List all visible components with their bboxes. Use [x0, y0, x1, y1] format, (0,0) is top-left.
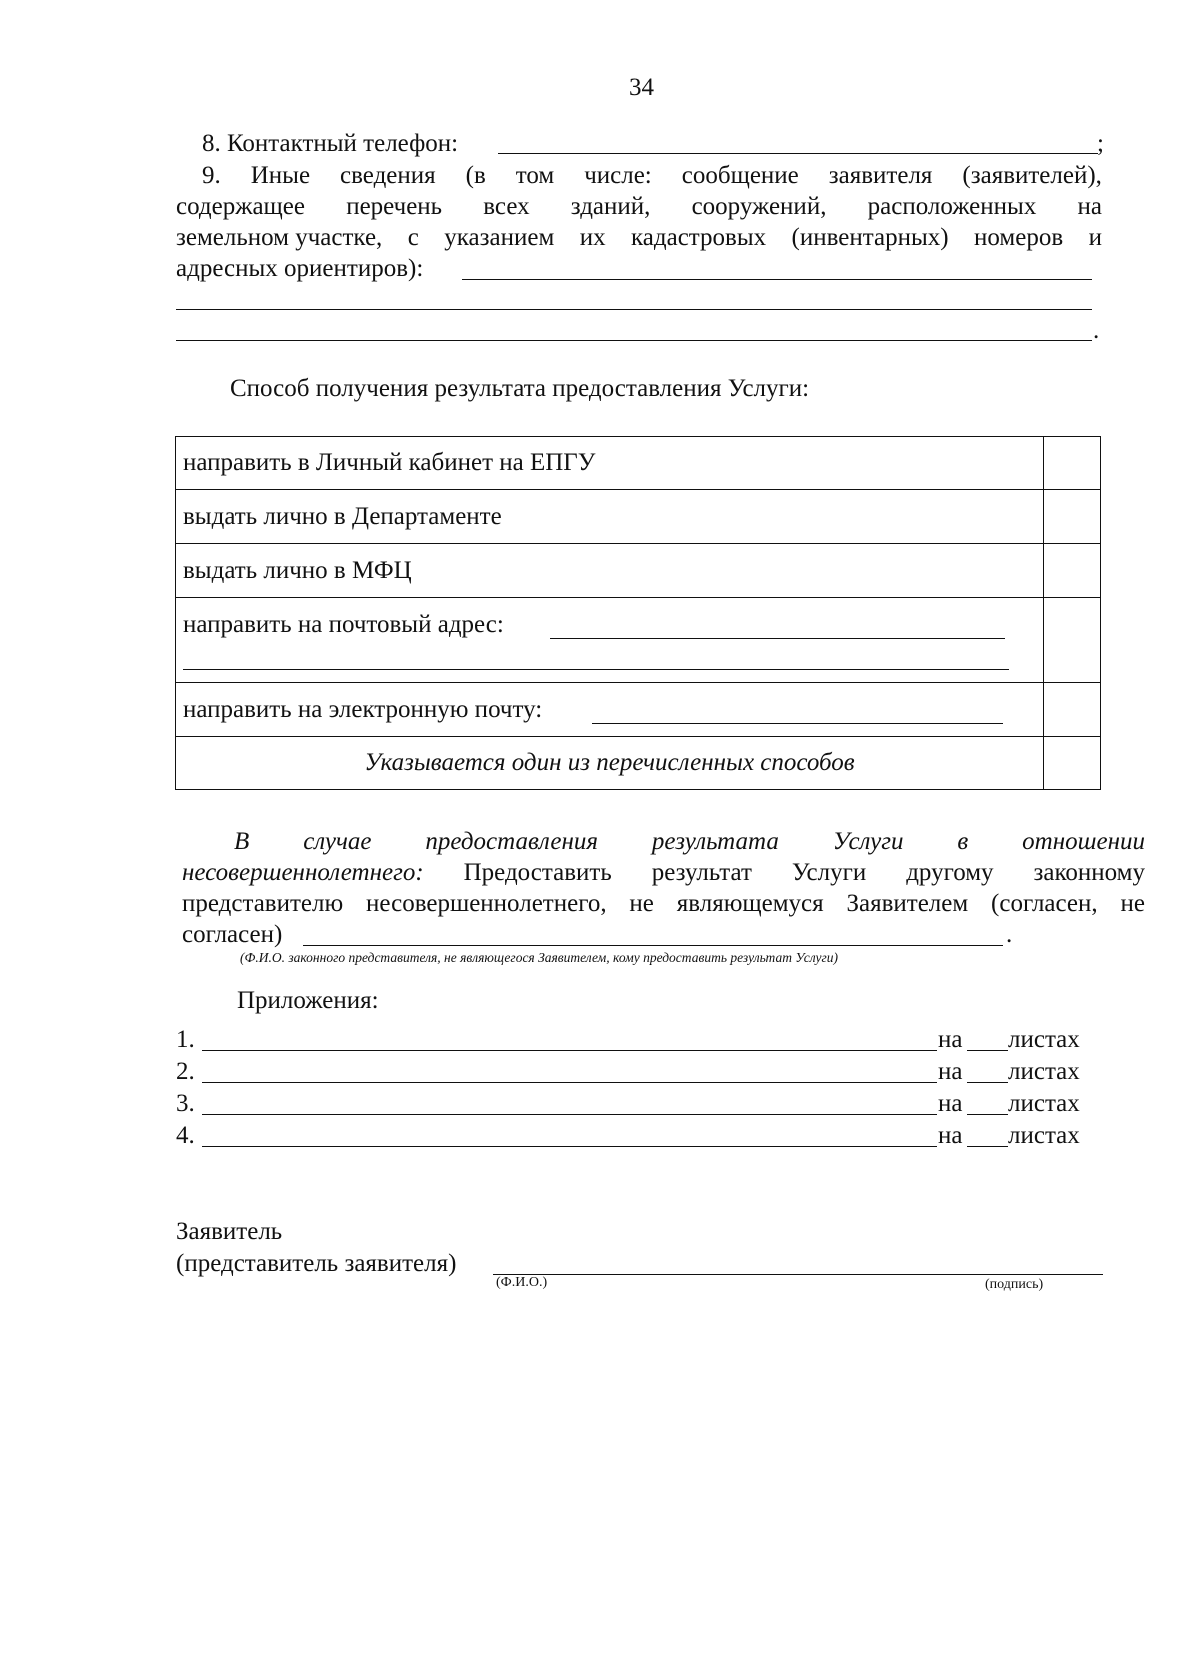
- attachment-sheets: листах: [1008, 1122, 1080, 1149]
- minor-text: [182, 826, 1145, 919]
- item9-w: Иные: [250, 162, 311, 189]
- attachment-name-line[interactable]: [202, 1114, 937, 1115]
- method-label: направить на электронную почту:: [183, 695, 543, 723]
- item9-w: на: [1077, 193, 1102, 220]
- method-row: [176, 544, 1101, 598]
- item9-fill-line-3[interactable]: [176, 340, 1092, 341]
- minor-w: в: [957, 828, 969, 855]
- item9-w: зданий,: [570, 193, 651, 220]
- signature-applicant: Заявитель: [176, 1218, 283, 1245]
- item9-w: 9.: [202, 162, 221, 189]
- item9-w: (инвентарных): [791, 224, 949, 251]
- method-note-row: [176, 737, 1101, 790]
- method-label: направить на почтовый адрес:: [183, 611, 504, 638]
- item9-w: перечень: [346, 193, 443, 220]
- signature-representative: (представитель заявителя): [176, 1250, 457, 1277]
- item9-w: кадастровых: [631, 224, 767, 251]
- minor-w: не: [1120, 890, 1145, 917]
- method-note-box: [1044, 737, 1101, 790]
- minor-w: предоставления: [425, 828, 598, 855]
- method-checkbox[interactable]: [1044, 544, 1101, 598]
- method-postal-cell: [176, 598, 1044, 683]
- method-row: [176, 437, 1101, 490]
- method-row: [176, 598, 1101, 683]
- minor-w: Предоставить: [463, 859, 612, 886]
- method-checkbox[interactable]: [1044, 490, 1101, 544]
- minor-w: (согласен,: [991, 890, 1098, 917]
- item9-w: содержащее: [176, 193, 306, 220]
- attachment-on: на: [938, 1026, 963, 1053]
- signature-line[interactable]: [493, 1274, 1103, 1275]
- attachment-on: на: [938, 1090, 963, 1117]
- minor-w: не: [629, 890, 654, 917]
- attachment-name-line[interactable]: [202, 1146, 937, 1147]
- signature-fio-caption: (Ф.И.О.): [496, 1275, 548, 1290]
- method-label: направить в Личный кабинет на ЕПГУ: [176, 437, 1044, 490]
- attachment-sheets-line[interactable]: [967, 1082, 1008, 1083]
- item9-w: (заявителей),: [962, 162, 1102, 189]
- signature-sign-caption: (подпись): [985, 1277, 1044, 1292]
- minor-w: несовершеннолетнего,: [366, 890, 607, 917]
- item9-w: сооружений,: [691, 193, 827, 220]
- minor-w: законному: [1033, 859, 1145, 886]
- attachment-name-line[interactable]: [202, 1050, 937, 1051]
- item9-line-2: [176, 191, 1102, 222]
- item9-w: с: [407, 224, 419, 251]
- minor-w: случае: [303, 828, 372, 855]
- minor-w: результата: [651, 828, 779, 855]
- item9-w: сведения: [340, 162, 436, 189]
- attachment-on: на: [938, 1122, 963, 1149]
- item9-period: .: [1093, 317, 1100, 344]
- postal-address-line-2[interactable]: [183, 669, 1009, 670]
- item9-fill-line-2[interactable]: [176, 309, 1092, 310]
- item8-semicolon: ;: [1097, 130, 1104, 157]
- minor-w: результат: [651, 859, 752, 886]
- item9-w: числе:: [584, 162, 652, 189]
- page-number: 34: [629, 74, 654, 101]
- attachment-number: 2.: [176, 1058, 195, 1085]
- attachment-sheets: листах: [1008, 1026, 1080, 1053]
- item9-last-line: адресных ориентиров):: [176, 255, 424, 282]
- item8-phone-line[interactable]: [498, 153, 1098, 154]
- item9-w: указанием: [444, 224, 555, 251]
- postal-address-line-1[interactable]: [550, 638, 1005, 639]
- minor-period: .: [1006, 921, 1013, 948]
- minor-w: В: [234, 828, 250, 855]
- item9-w: сообщение: [681, 162, 799, 189]
- minor-w: Услуги: [791, 859, 867, 886]
- attachment-sheets: листах: [1008, 1058, 1080, 1085]
- item9-w: их: [579, 224, 606, 251]
- method-checkbox[interactable]: [1044, 598, 1101, 683]
- method-label: выдать лично в Департаменте: [176, 490, 1044, 544]
- item9-w: (в: [465, 162, 486, 189]
- method-heading: Способ получения результата предоставления Услуги:: [230, 375, 810, 402]
- item9-w: том: [515, 162, 555, 189]
- item9-w: земельном участке,: [176, 224, 383, 251]
- method-row: [176, 490, 1101, 544]
- item9-w: расположенных: [867, 193, 1037, 220]
- minor-line-2: [182, 857, 1145, 888]
- attachment-sheets-line[interactable]: [967, 1146, 1008, 1147]
- attachment-number: 4.: [176, 1122, 195, 1149]
- attachment-on: на: [938, 1058, 963, 1085]
- item9-w: заявителя: [828, 162, 933, 189]
- representative-name-line[interactable]: [303, 945, 1003, 946]
- attachment-name-line[interactable]: [202, 1082, 937, 1083]
- representative-caption: (Ф.И.О. законного представителя, не являющегося Заявителем, кому предоставить результат Услуги): [240, 950, 839, 965]
- method-email-cell: [176, 683, 1044, 737]
- item9-text: [176, 160, 1102, 253]
- item9-w: всех: [483, 193, 530, 220]
- minor-line-1: [182, 826, 1145, 857]
- minor-line-3: [182, 888, 1145, 919]
- minor-w: Заявителем: [846, 890, 969, 917]
- attachment-sheets: листах: [1008, 1090, 1080, 1117]
- methods-table: [175, 436, 1101, 790]
- attachment-sheets-line[interactable]: [967, 1114, 1008, 1115]
- method-row: [176, 683, 1101, 737]
- method-checkbox[interactable]: [1044, 683, 1101, 737]
- minor-line-4: согласен): [182, 921, 283, 948]
- minor-w: другому: [906, 859, 994, 886]
- method-checkbox[interactable]: [1044, 437, 1101, 490]
- attachments-heading: Приложения:: [237, 987, 379, 1014]
- minor-w: Услуги: [832, 828, 904, 855]
- method-label: выдать лично в МФЦ: [176, 544, 1044, 598]
- attachment-sheets-line[interactable]: [967, 1050, 1008, 1051]
- item9-line-1: [176, 160, 1102, 191]
- item9-line-3: [176, 222, 1102, 253]
- item9-w: номеров: [974, 224, 1064, 251]
- minor-w: являющемуся: [676, 890, 824, 917]
- minor-w: несовершеннолетнего:: [182, 859, 424, 886]
- attachment-number: 3.: [176, 1090, 195, 1117]
- minor-w: отношении: [1022, 828, 1145, 855]
- minor-w: представителю: [182, 890, 344, 917]
- item8-label: 8. Контактный телефон:: [202, 130, 459, 157]
- method-note: Указывается один из перечисленных способов: [176, 737, 1044, 790]
- item9-w: и: [1088, 224, 1102, 251]
- email-line[interactable]: [592, 723, 1003, 724]
- item9-fill-line-1[interactable]: [462, 279, 1092, 280]
- attachment-number: 1.: [176, 1026, 195, 1053]
